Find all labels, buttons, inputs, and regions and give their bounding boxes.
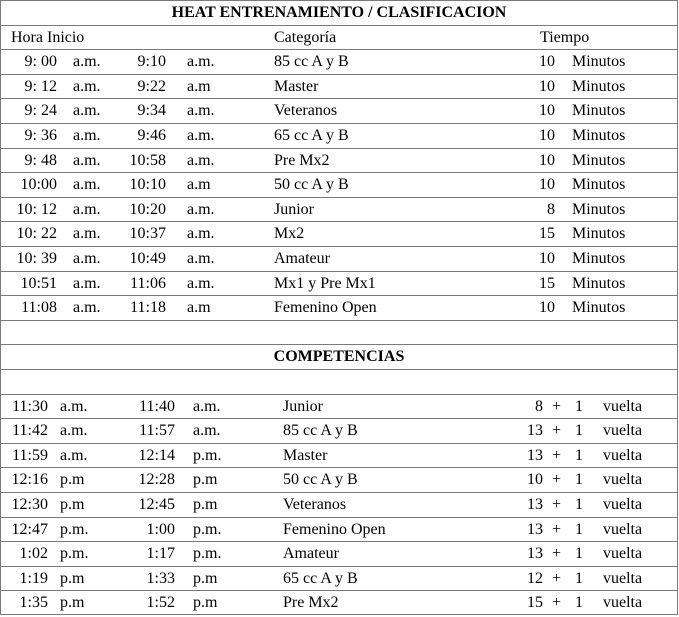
cell-n: 13: [527, 545, 543, 563]
cell-p1: a.m.: [73, 77, 101, 95]
cell-t2: 11:57: [139, 422, 175, 440]
cell-p2: p.m.: [193, 520, 222, 538]
cell-p1: a.m.: [60, 422, 88, 440]
heat-row: [0, 246, 678, 271]
cell-p1: a.m.: [60, 446, 88, 464]
heat-row: [0, 271, 678, 296]
cell-p1: a.m.: [73, 274, 101, 292]
cell-unit: Minutos: [572, 151, 626, 169]
cell-t2: 12:14: [138, 446, 175, 464]
cell-cat: Mx2: [274, 225, 305, 243]
cell-t2: 10:10: [129, 176, 166, 194]
cell-unit: vuelta: [603, 422, 643, 440]
competencia-row: [0, 492, 678, 517]
cell-t2: 10:49: [129, 250, 166, 267]
cell-p2: a.m.: [193, 397, 221, 415]
cell-t2: 11:40: [139, 397, 175, 415]
cell-unit: vuelta: [603, 569, 643, 587]
cell-t1: 1:02: [19, 545, 48, 563]
cell-cat: Pre Mx2: [283, 594, 339, 612]
cell-p2: a.m.: [187, 200, 215, 218]
cell-t1: 10: 12: [16, 200, 57, 218]
cell-n: 10: [539, 250, 555, 267]
cell-p2: a.m.: [187, 151, 215, 169]
competencia-row: [0, 566, 678, 591]
cell-p2: p.m: [193, 594, 218, 612]
cell-n: 13: [527, 446, 543, 464]
cell-plus: +: [552, 520, 562, 538]
cell-p2: a.m: [187, 77, 211, 95]
cell-p1: p.m.: [60, 545, 89, 563]
cell-cat: 50 cc A y B: [283, 471, 358, 489]
cell-t1: 11:30: [12, 397, 48, 415]
cell-p2: p.m: [193, 471, 218, 489]
cell-plus: +: [552, 545, 562, 563]
cell-p2: a.m: [187, 176, 211, 194]
cell-n: 10: [539, 151, 555, 169]
cell-cat: Amateur: [283, 545, 339, 563]
cell-t1: 10:51: [20, 274, 57, 292]
cell-n: 10: [539, 176, 555, 194]
cell-n: 13: [527, 422, 543, 440]
cell-t1: 1:35: [19, 594, 48, 612]
cell-p1: a.m.: [73, 250, 101, 267]
cell-t1: 11:08: [21, 299, 57, 317]
cell-t1: 12:30: [11, 496, 48, 513]
cell-cat: 50 cc A y B: [274, 176, 349, 194]
cell-n: 15: [539, 274, 555, 292]
cell-p1: a.m.: [73, 127, 101, 144]
cell-t2: 12:45: [138, 496, 175, 513]
heat-row: [0, 148, 678, 173]
cell-p1: a.m.: [73, 102, 101, 120]
competencias-title-row: [0, 344, 678, 369]
cell-cat: Mx1 y Pre Mx1: [274, 274, 376, 292]
cell-unit: Minutos: [572, 77, 626, 95]
cell-n: 15: [539, 225, 555, 243]
cell-p2: a.m: [187, 299, 211, 317]
cell-t1: 9: 00: [24, 53, 57, 71]
cell-t1: 9: 36: [24, 127, 57, 144]
cell-cat: Veteranos: [274, 102, 338, 120]
cell-p1: a.m.: [73, 176, 101, 194]
cell-plus: +: [552, 422, 562, 440]
cell-cat: Pre Mx2: [274, 151, 330, 169]
cell-plus: +: [552, 446, 562, 464]
cell-t2: 1:52: [146, 594, 175, 612]
heat-row: [0, 49, 678, 74]
cell-p2: a.m.: [193, 422, 221, 440]
cell-t2: 9:10: [137, 53, 166, 71]
competencia-row: [0, 590, 678, 615]
cell-cat: Amateur: [274, 250, 330, 267]
cell-cat: 85 cc A y B: [283, 422, 358, 440]
cell-p2: p.m.: [193, 545, 222, 563]
cell-unit: Minutos: [572, 102, 626, 120]
cell-cat: Femenino Open: [283, 520, 386, 538]
cell-one: 1: [575, 397, 583, 415]
cell-plus: +: [552, 397, 562, 415]
competencia-row: [0, 418, 678, 443]
cell-t2: 11:06: [130, 274, 166, 292]
cell-t1: 11:42: [12, 422, 48, 440]
cell-one: 1: [575, 446, 583, 464]
cell-p2: a.m.: [187, 250, 215, 267]
cell-n: 10: [539, 127, 555, 144]
cell-unit: Minutos: [572, 225, 626, 243]
cell-cat: Master: [274, 77, 319, 95]
cell-t2: 10:37: [129, 225, 166, 243]
cell-p1: a.m.: [73, 53, 101, 71]
competencia-row: [0, 394, 678, 419]
cell-n: 13: [527, 520, 543, 538]
cell-t1: 11:59: [12, 446, 48, 464]
cell-unit: vuelta: [603, 496, 643, 513]
heat-row: [0, 98, 678, 123]
cell-p1: a.m.: [73, 225, 101, 243]
cell-unit: Minutos: [572, 299, 626, 317]
cell-t1: 10: 39: [16, 250, 57, 267]
cell-cat: 65 cc A y B: [274, 127, 349, 144]
cell-p2: a.m.: [187, 102, 215, 120]
cell-unit: Minutos: [572, 127, 626, 144]
heat-title-row: [0, 0, 678, 25]
cell-cat: Femenino Open: [274, 299, 377, 317]
cell-one: 1: [575, 520, 583, 538]
cell-p1: p.m: [60, 594, 85, 612]
cell-t1: 1:19: [19, 569, 48, 587]
cell-n: 10: [539, 299, 555, 317]
cell-n: 10: [539, 102, 555, 120]
cell-p2: a.m.: [187, 127, 215, 144]
cell-t1: 9: 12: [24, 77, 57, 95]
cell-one: 1: [575, 594, 583, 612]
cell-cat: Junior: [283, 397, 323, 415]
heat-row: [0, 172, 678, 197]
cell-unit: Minutos: [572, 53, 626, 71]
cell-t1: 12:16: [11, 471, 48, 489]
competencia-row: [0, 541, 678, 566]
cell-unit: vuelta: [603, 545, 643, 563]
cell-t2: 9:22: [137, 77, 166, 95]
cell-p2: a.m.: [187, 274, 215, 292]
cell-t1: 9: 24: [24, 102, 57, 120]
cell-cat: Junior: [274, 200, 314, 218]
blank-row: [0, 320, 678, 345]
cell-t2: 9:34: [137, 102, 166, 120]
heat-row: [0, 197, 678, 222]
cell-n: 12: [527, 569, 543, 587]
cell-t2: 11:18: [130, 299, 166, 317]
competencias-title: COMPETENCIAS: [273, 348, 405, 366]
cell-n: 13: [527, 496, 543, 513]
cell-unit: vuelta: [603, 397, 643, 415]
heat-row: [0, 123, 678, 148]
cell-t2: 1:17: [146, 545, 175, 563]
header-time: Tiempo: [540, 28, 590, 46]
cell-p1: p.m: [60, 569, 85, 587]
heat-row: [0, 74, 678, 99]
cell-p1: a.m.: [60, 397, 88, 415]
competencia-row: [0, 467, 678, 492]
cell-p1: p.m: [60, 496, 85, 513]
cell-p2: p.m.: [193, 446, 222, 464]
cell-t2: 1:33: [146, 569, 175, 587]
cell-unit: Minutos: [572, 176, 626, 194]
cell-one: 1: [575, 496, 583, 513]
cell-t1: 12:47: [11, 520, 48, 538]
cell-p2: a.m.: [187, 53, 215, 71]
cell-cat: 85 cc A y B: [274, 53, 349, 71]
cell-t1: 10:00: [20, 176, 57, 194]
cell-n: 8: [535, 397, 543, 415]
header-category: Categoría: [274, 28, 337, 46]
cell-n: 10: [539, 77, 555, 95]
cell-t2: 10:58: [129, 151, 166, 169]
competencia-row: [0, 443, 678, 468]
cell-n: 10: [527, 471, 543, 489]
cell-unit: Minutos: [572, 274, 626, 292]
heat-header-row: [0, 25, 678, 50]
cell-cat: Veteranos: [283, 496, 347, 513]
cell-one: 1: [575, 471, 583, 489]
cell-unit: vuelta: [603, 594, 643, 612]
cell-cat: 65 cc A y B: [283, 569, 358, 587]
cell-one: 1: [575, 545, 583, 563]
cell-plus: +: [552, 496, 562, 513]
cell-plus: +: [552, 569, 562, 587]
cell-n: 10: [539, 53, 555, 71]
cell-t1: 9: 48: [24, 151, 57, 169]
cell-unit: Minutos: [572, 200, 626, 218]
cell-t1: 10: 22: [16, 225, 57, 243]
header-start: Hora Inicio: [11, 28, 85, 46]
cell-p1: a.m.: [73, 200, 101, 218]
cell-p1: p.m.: [60, 520, 89, 538]
cell-plus: +: [552, 594, 562, 612]
cell-cat: Master: [283, 446, 328, 464]
cell-n: 8: [547, 200, 555, 218]
cell-one: 1: [575, 422, 583, 440]
cell-t2: 10:20: [129, 200, 166, 218]
cell-unit: vuelta: [603, 520, 643, 538]
competencia-row: [0, 517, 678, 542]
cell-p1: a.m.: [73, 151, 101, 169]
cell-p2: p.m: [193, 569, 218, 587]
cell-n: 15: [527, 594, 543, 612]
cell-t2: 12:28: [138, 471, 175, 489]
cell-unit: Minutos: [572, 250, 626, 267]
cell-p1: p.m: [60, 471, 85, 489]
cell-one: 1: [575, 569, 583, 587]
heat-row: [0, 295, 678, 320]
cell-p1: a.m.: [73, 299, 101, 317]
cell-t2: 1:00: [146, 520, 175, 538]
cell-t2: 9:46: [137, 127, 166, 144]
cell-p2: p.m: [193, 496, 218, 513]
cell-unit: vuelta: [603, 446, 643, 464]
heat-row: [0, 221, 678, 246]
cell-plus: +: [552, 471, 562, 489]
heat-title: HEAT ENTRENAMIENTO / CLASIFICACION: [171, 4, 507, 21]
cell-unit: vuelta: [603, 471, 643, 489]
cell-p2: a.m.: [187, 225, 215, 243]
blank-row: [0, 369, 678, 394]
